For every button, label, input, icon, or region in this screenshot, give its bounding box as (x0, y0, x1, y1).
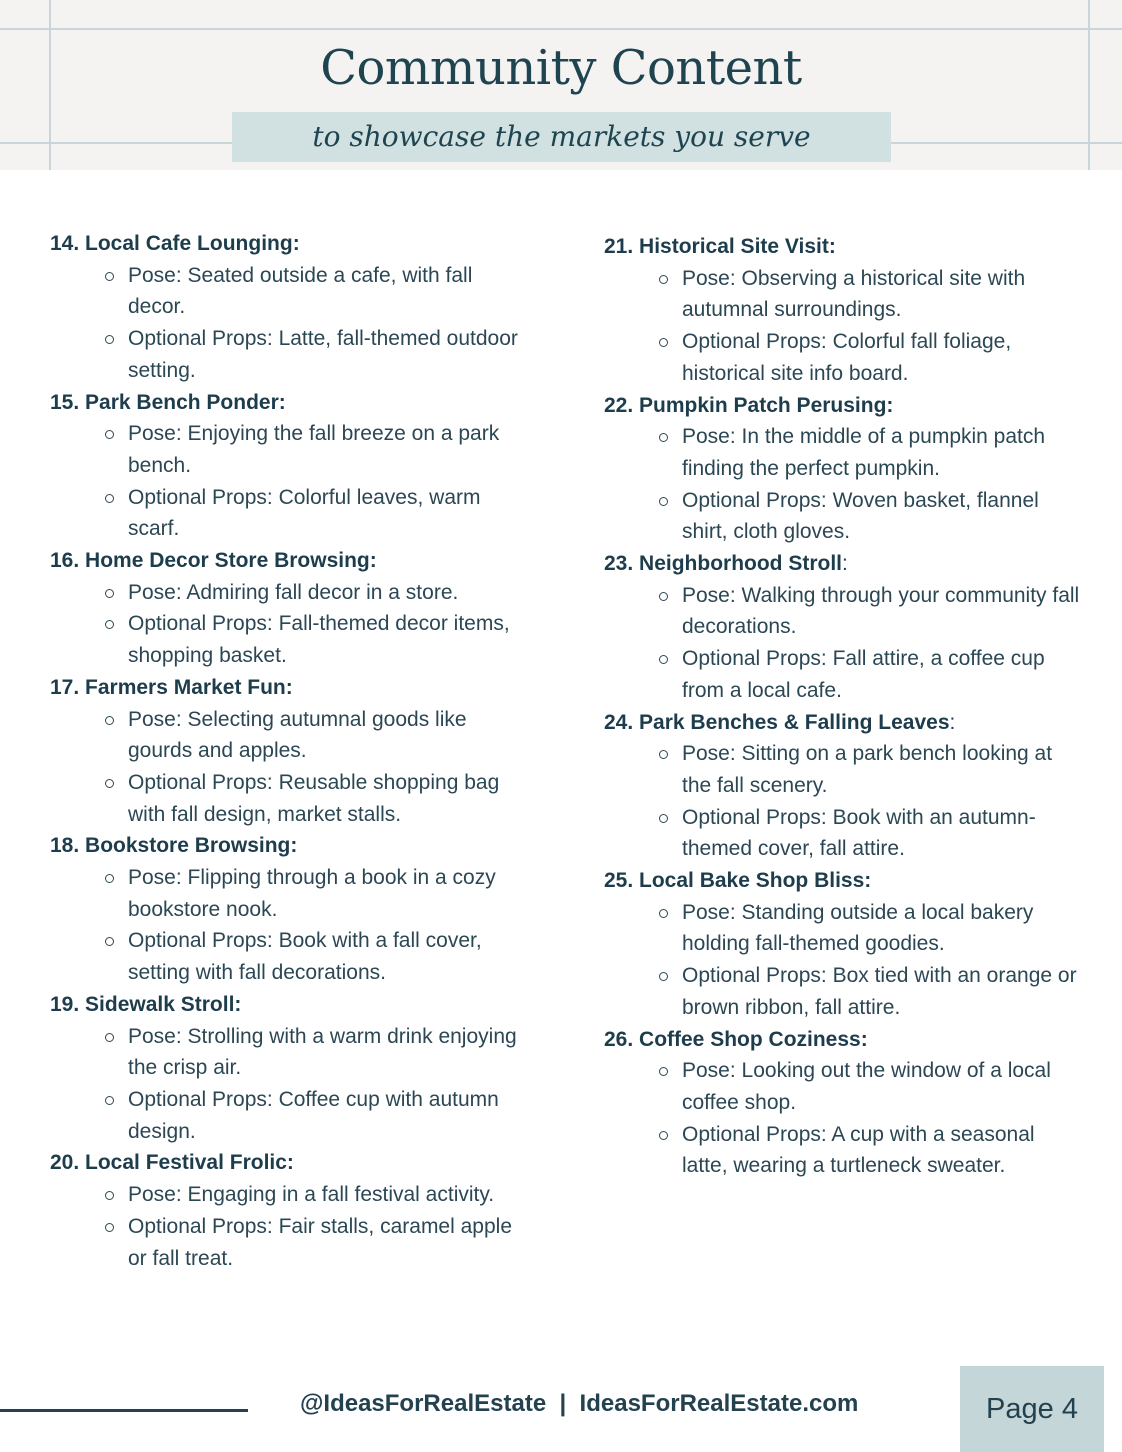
header-band (0, 0, 1122, 170)
list-item (604, 707, 1084, 866)
list-item (50, 545, 530, 672)
left-column (50, 228, 530, 1274)
item-title: 19. Sidewalk Stroll: (50, 992, 242, 1016)
props-text: Optional Props: Book with a fall cover, setting with fall decorations. (128, 925, 530, 988)
props-text: Optional Props: Box tied with an orange or brown ribbon, fall attire. (682, 960, 1084, 1023)
item-title: 25. Local Bake Shop Bliss: (604, 869, 872, 893)
pose-text: Pose: Flipping through a book in a cozy bookstore nook. (128, 862, 530, 925)
item-title: 24. Park Benches & Falling Leaves: (604, 710, 956, 734)
props-text: Optional Props: Latte, fall-themed outdoor setting. (128, 323, 530, 386)
props-text: Optional Props: Book with an autumn-themed cover, fall attire. (682, 802, 1084, 865)
pose-text: Pose: Admiring fall decor in a store. (128, 577, 530, 609)
item-title: 20. Local Festival Frolic: (50, 1151, 294, 1175)
item-title: 18. Bookstore Browsing: (50, 834, 298, 858)
item-title: 22. Pumpkin Patch Perusing: (604, 393, 894, 417)
page-subtitle: to showcase the markets you serve (232, 112, 891, 162)
item-title: 26. Coffee Shop Coziness: (604, 1027, 868, 1051)
list-item (604, 865, 1084, 1024)
footer-divider (0, 1409, 248, 1412)
props-text: Optional Props: Fall-themed decor items, shopping basket. (128, 608, 530, 671)
item-title: 14. Local Cafe Lounging: (50, 232, 300, 255)
page-title: Community Content (320, 40, 802, 96)
list-item (50, 989, 530, 1148)
list-item (50, 830, 530, 989)
item-title: 15. Park Bench Ponder: (50, 390, 286, 414)
pose-text: Pose: Standing outside a local bakery holding fall-themed goodies. (682, 897, 1084, 960)
pose-text: Pose: Looking out the window of a local coffee shop. (682, 1055, 1084, 1118)
footer-handle: @IdeasForRealEstate | IdeasForRealEstate.com (300, 1390, 859, 1417)
pose-text: Pose: Engaging in a fall festival activity. (128, 1179, 530, 1211)
right-column (604, 231, 1084, 1182)
page-number: Page 4 (960, 1366, 1104, 1452)
props-text: Optional Props: Fall attire, a coffee cup from a local cafe. (682, 643, 1084, 706)
list-item (50, 1147, 530, 1274)
pose-text: Pose: Selecting autumnal goods like gourds and apples. (128, 704, 530, 767)
pose-text: Pose: Enjoying the fall breeze on a park bench. (128, 418, 530, 481)
list-item (604, 390, 1084, 549)
list-item (604, 548, 1084, 707)
pose-text: Pose: Sitting on a park bench looking at the fall scenery. (682, 738, 1084, 801)
item-title: 23. Neighborhood Stroll: (604, 552, 848, 576)
props-text: Optional Props: Woven basket, flannel shirt, cloth gloves. (682, 485, 1084, 548)
pose-text: Pose: Observing a historical site with autumnal surroundings. (682, 263, 1084, 326)
pose-text: Pose: Strolling with a warm drink enjoying the crisp air. (128, 1021, 530, 1084)
item-title: 21. Historical Site Visit: (604, 235, 836, 258)
list-item (50, 228, 530, 387)
pose-text: Pose: Walking through your community fall decorations. (682, 580, 1084, 643)
list-item (604, 231, 1084, 390)
list-item (50, 387, 530, 546)
item-title: 17. Farmers Market Fun: (50, 675, 293, 699)
pose-text: Pose: Seated outside a cafe, with fall decor. (128, 260, 530, 323)
item-title: 16. Home Decor Store Browsing: (50, 549, 377, 573)
props-text: Optional Props: Fair stalls, caramel apple or fall treat. (128, 1211, 530, 1274)
grid-line (0, 28, 1122, 30)
props-text: Optional Props: Coffee cup with autumn design. (128, 1084, 530, 1147)
pose-text: Pose: In the middle of a pumpkin patch finding the perfect pumpkin. (682, 421, 1084, 484)
list-item (604, 1024, 1084, 1183)
props-text: Optional Props: A cup with a seasonal latte, wearing a turtleneck sweater. (682, 1119, 1084, 1182)
props-text: Optional Props: Colorful leaves, warm scarf. (128, 482, 530, 545)
props-text: Optional Props: Colorful fall foliage, historical site info board. (682, 326, 1084, 389)
props-text: Optional Props: Reusable shopping bag with fall design, market stalls. (128, 767, 530, 830)
list-item (50, 672, 530, 831)
